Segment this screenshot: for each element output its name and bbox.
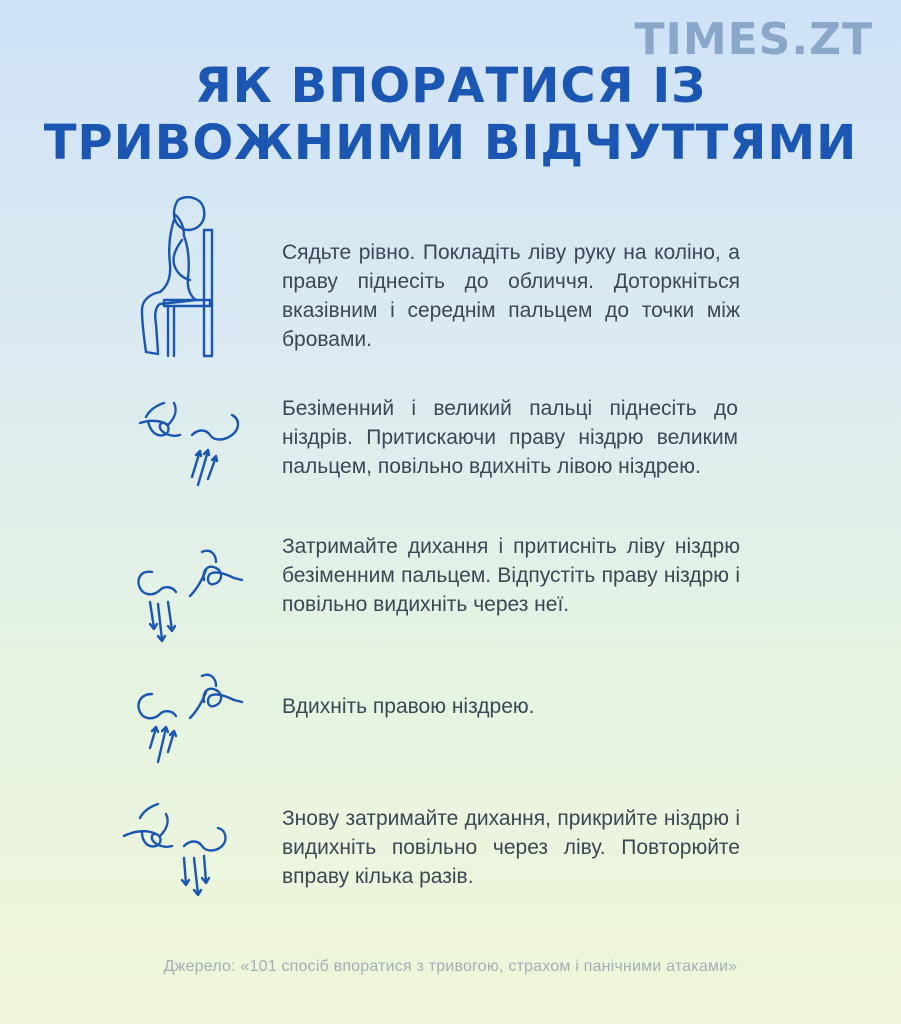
exhale-left-nostril-icon (120, 800, 230, 900)
step-1-text: Сядьте рівно. Покладіть ліву руку на коліно, а праву піднесіть до обличчя. Доторкніться вказівним і середнім пальцем до точки між бровами. (282, 241, 740, 351)
title-line-1: ЯК ВПОРАТИСЯ ІЗ (194, 58, 707, 114)
exhale-right-nostril-icon (130, 540, 250, 650)
title-line-2: ТРИВОЖНИМИ ВІДЧУТТЯМИ (43, 115, 858, 171)
step-2-text: Безіменний і великий пальці піднесіть до ніздрів. Притискаючи праву ніздрю великим пальцем, повільно вдихніть лівою ніздрею. (282, 397, 738, 478)
page-title (0, 58, 901, 172)
source-note: Джерело: «101 спосіб впоратися з тривогою, страхом і панічними атаками» (163, 958, 738, 975)
step-3-text: Затримайте дихання і притисніть ліву ніздрю безіменним пальцем. Відпустіть праву ніздрю і повільно видихніть через неї. (282, 535, 740, 616)
inhale-left-nostril-icon (134, 395, 244, 495)
step-5-text: Знову затримайте дихання, прикрийте ніздрю і видихніть повільно через ліву. Повторюйте вправу кілька разів. (282, 807, 740, 888)
step-4-text: Вдихніть правою ніздрею. (282, 695, 535, 718)
seated-person-icon (130, 192, 225, 362)
brand-logo: TIMES.ZT (634, 14, 873, 65)
inhale-right-nostril-icon (130, 672, 250, 772)
